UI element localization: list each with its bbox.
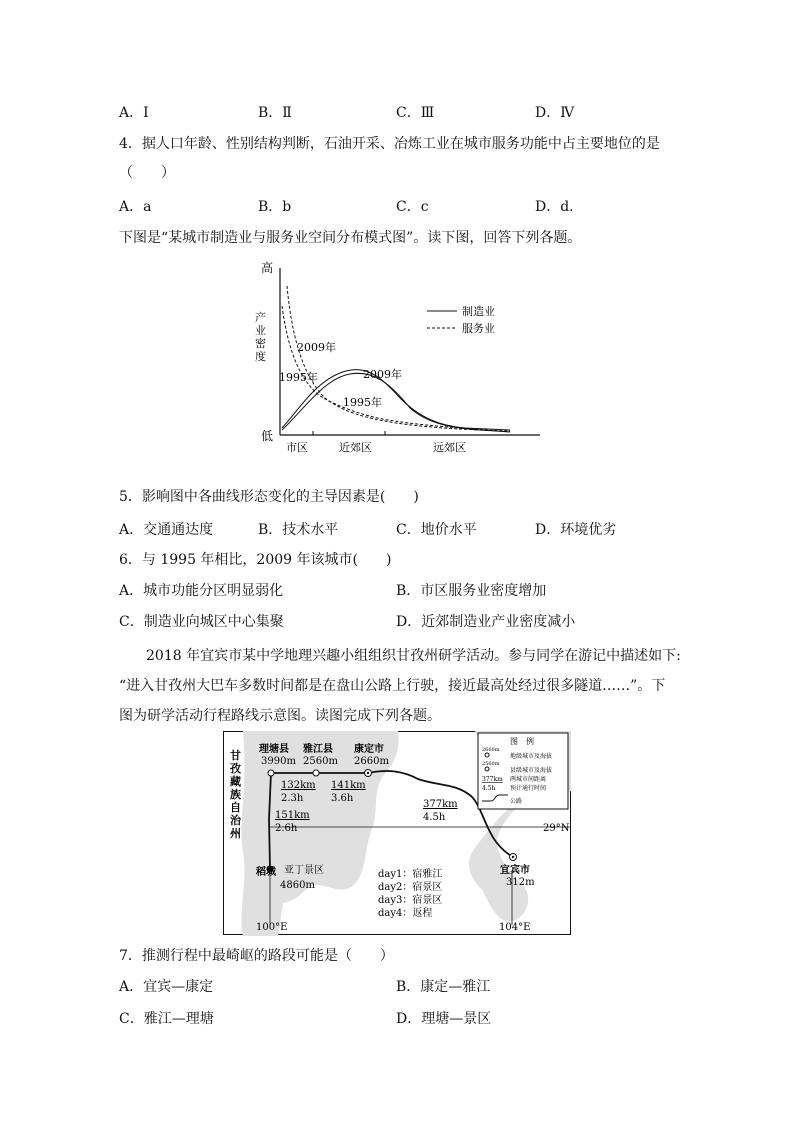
y-axis-label-3: 密 <box>255 337 266 350</box>
q4-option-c: C．c <box>396 199 429 215</box>
yading-name: 亚丁景区 <box>284 865 324 876</box>
q7-option-a: A．宜宾—康定 <box>119 979 214 995</box>
seg-litang-yajiang-dist: 132km <box>281 780 316 791</box>
seg-yajiang-kangding-dist: 141km <box>331 780 366 791</box>
region-label-5: 自 <box>230 801 241 814</box>
q3-option-d: D．Ⅳ <box>535 105 575 121</box>
yibin-name: 宜宾市 <box>500 865 530 876</box>
region-label-2: 孜 <box>230 762 241 775</box>
q6-option-a: A．城市功能分区明显弱化 <box>119 583 284 599</box>
legend-desc-2: 县级城市及海拔 <box>510 767 553 774</box>
q6-option-c: C．制造业向城区中心集聚 <box>119 614 284 630</box>
intro-2-line-2: “进入甘孜州大巴车多数时间都是在盘山公路上行驶，接近最高处经过很多隧道……”。下 <box>119 678 666 694</box>
zone-outer-suburb: 远郊区 <box>433 441 466 454</box>
zone-inner-suburb: 近郊区 <box>339 441 372 454</box>
q5-option-d: D．环境优劣 <box>535 522 617 538</box>
region-label-6: 治 <box>230 814 241 827</box>
q7-option-c: C．雅江—理塘 <box>119 1011 214 1027</box>
legend-desc-4: 预计通行时间 <box>510 785 547 792</box>
q6-option-d: D．近郊制造业产业密度减小 <box>396 614 576 630</box>
itinerary-day1: day1：宿雅江 <box>378 869 443 880</box>
lon-100-label: 100°E <box>256 922 288 933</box>
seg-kangding-yibin-dist: 377km <box>423 799 458 810</box>
intro-2-line-3: 图为研学活动行程路线示意图。读图完成下列各题。 <box>119 708 441 724</box>
q4-option-a: A．a <box>119 199 152 215</box>
q7-option-d: D．理塘—景区 <box>396 1011 492 1027</box>
seg-litang-daocheng-time: 2.6h <box>275 823 298 834</box>
q5-option-c: C．地价水平 <box>396 522 477 538</box>
legend-sym-2: 2560m <box>482 761 500 767</box>
y-axis-label-1: 产 <box>255 311 266 324</box>
curve-label-manufacturing-1995: 1995年 <box>343 396 382 409</box>
q6-option-b: B．市区服务业密度增加 <box>396 583 547 599</box>
y-axis-high-label: 高 <box>261 261 274 275</box>
q3-option-c: C．Ⅲ <box>396 105 435 121</box>
legend-sym-1: 2660m <box>482 747 500 753</box>
litang-name: 理塘县 <box>259 744 289 755</box>
yibin-alt: 312m <box>506 877 535 888</box>
legend-desc-1: 地级城市及海拔 <box>510 753 553 760</box>
y-axis-low-label: 低 <box>261 429 274 443</box>
seg-litang-yajiang-time: 2.3h <box>281 793 304 804</box>
curve-label-service-1995: 1995年 <box>279 371 318 384</box>
litang-marker <box>268 770 274 776</box>
map-legend-title: 图 例 <box>510 737 534 746</box>
curve-label-manufacturing-2009: 2009年 <box>363 368 402 381</box>
lon-104-label: 104°E <box>499 922 531 933</box>
yajiang-alt: 2560m <box>303 756 338 767</box>
daocheng-name: 稻城 <box>256 867 276 878</box>
itinerary-day2: day2：宿景区 <box>378 882 443 893</box>
q5-option-a: A．交通通达度 <box>119 522 214 538</box>
q4-option-b: B．b <box>258 199 292 215</box>
q4-paren: （ ） <box>119 165 175 181</box>
q6-stem: 6．与 1995 年相比，2009 年该城市( ) <box>119 552 392 568</box>
y-axis-label-2: 业 <box>255 324 266 337</box>
q7-stem: 7．推测行程中最崎岖的路段可能是（ ） <box>119 948 394 964</box>
seg-yajiang-kangding-time: 3.6h <box>331 793 354 804</box>
region-label-3: 藏 <box>230 775 241 788</box>
kangding-alt: 2660m <box>354 756 389 767</box>
q3-option-b: B．Ⅱ <box>258 105 292 121</box>
q4-option-d: D．d. <box>535 199 574 215</box>
industry-density-figure <box>255 258 555 458</box>
q4-stem: 4．据人口年龄、性别结构判断，石油开采、冶炼工业在城市服务功能中占主要地位的是 <box>119 136 660 152</box>
legend-manufacturing: 制造业 <box>462 305 495 318</box>
itinerary-day3: day3：宿景区 <box>378 895 443 906</box>
legend-sym-3: 377km <box>482 776 503 783</box>
curve-label-service-2009: 2009年 <box>297 341 336 354</box>
legend-desc-3: 两城市间距离 <box>510 776 547 783</box>
yajiang-marker <box>313 770 319 776</box>
litang-alt: 3990m <box>261 756 296 767</box>
yading-alt: 4860m <box>280 880 315 891</box>
region-label-7: 州 <box>230 827 241 840</box>
yajiang-name: 雅江县 <box>303 744 333 755</box>
intro-figure-1: 下图是“某城市制造业与服务业空间分布模式图”。读下图，回答下列各题。 <box>119 230 582 246</box>
q5-option-b: B．技术水平 <box>258 522 339 538</box>
region-label-1: 甘 <box>230 749 241 762</box>
route-map-figure <box>223 731 571 936</box>
legend-service: 服务业 <box>462 322 495 335</box>
legend-desc-5: 公路 <box>510 798 523 805</box>
seg-litang-daocheng-dist: 151km <box>275 810 310 821</box>
region-label-4: 族 <box>230 788 241 801</box>
lat-29-label: 29°N <box>543 823 570 834</box>
q7-option-b: B．康定—雅江 <box>396 979 491 995</box>
y-axis-label-4: 度 <box>255 350 266 363</box>
zone-urban: 市区 <box>286 441 308 454</box>
legend-sym-4: 4.5h <box>482 785 496 792</box>
q3-option-a: A．Ⅰ <box>119 105 149 121</box>
itinerary-day4: day4：返程 <box>378 908 433 919</box>
q5-stem: 5．影响图中各曲线形态变化的主导因素是( ) <box>119 489 419 505</box>
seg-kangding-yibin-time: 4.5h <box>423 812 446 823</box>
kangding-name: 康定市 <box>354 744 384 755</box>
intro-2-line-1: 2018 年宜宾市某中学地理兴趣小组组织甘孜州研学活动。参与同学在游记中描述如下: <box>146 648 681 664</box>
